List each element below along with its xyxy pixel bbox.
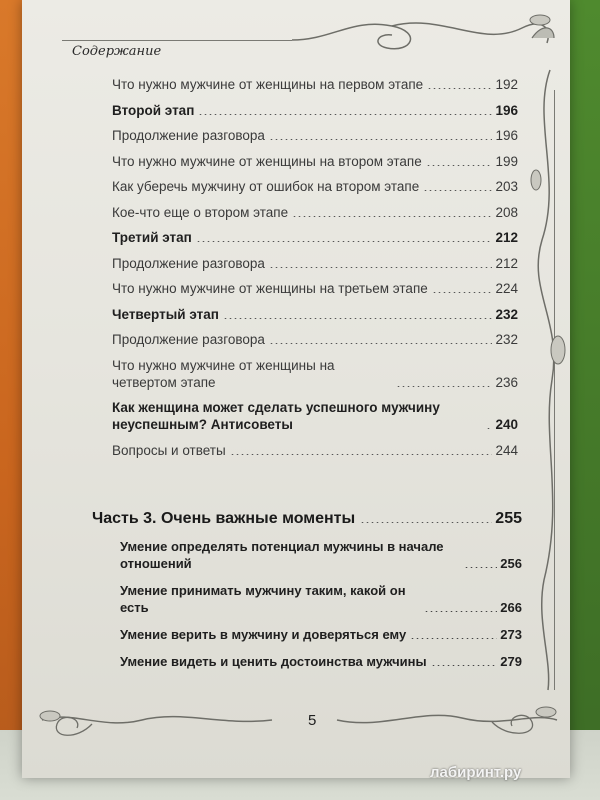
toc-entry-label: Третий этап: [112, 230, 192, 245]
part-page: 255: [495, 510, 522, 527]
toc-entry-page: 208: [495, 204, 518, 220]
toc-entry-label: Продолжение разговора: [112, 332, 265, 347]
leader-dots: [427, 88, 492, 89]
toc-entry-label: Второй этап: [112, 102, 195, 118]
toc-entry-page: 212: [495, 255, 518, 271]
leader-dots: [423, 190, 492, 191]
part-title: Часть 3. Очень важные моменты: [92, 510, 356, 527]
part-item-page: 256: [500, 556, 522, 571]
section-header: Содержание: [72, 44, 162, 59]
part-item-label: Умение видеть и ценить достоинства мужчины: [120, 654, 427, 669]
leader-dots: [198, 114, 492, 115]
leader-dots: [396, 386, 492, 387]
toc-entry: [112, 204, 518, 221]
toc-entry-page: 244: [495, 442, 518, 458]
toc-entry-label: Продолжение разговора: [112, 128, 265, 143]
toc-entry: [112, 102, 518, 119]
toc-entry-label: Кое-что еще о втором этапе: [112, 204, 289, 220]
toc-entry-label: Что нужно мужчине от женщины на четвертом этапе: [112, 357, 335, 390]
leader-dots: [292, 216, 492, 217]
toc-entry-page: 212: [495, 230, 518, 245]
leader-dots: [431, 665, 498, 666]
top-right-ornament-icon: [292, 8, 562, 68]
leader-dots: [426, 165, 493, 166]
toc-entry-label: Что нужно мужчине от женщины на третьем этапе: [112, 281, 428, 296]
toc-entry-page: 236: [495, 374, 518, 390]
toc-entry-label: Продолжение разговора: [112, 255, 265, 271]
part-item-page: 279: [500, 654, 522, 669]
toc-list: [112, 76, 518, 467]
toc-entry: [112, 127, 518, 144]
toc-entry-page: 240: [495, 417, 518, 432]
toc-entry: [112, 306, 518, 323]
watermark-logo: лабиринт.ру: [430, 764, 522, 781]
leader-dots: [486, 428, 492, 429]
right-side-ornament-icon: [522, 60, 570, 700]
toc-entry: [112, 399, 518, 433]
part-item: [120, 626, 522, 643]
toc-entry: [112, 357, 518, 391]
leader-dots: [464, 567, 497, 568]
toc-entry: [112, 178, 518, 195]
toc-entry: [112, 153, 518, 170]
leader-dots: [269, 267, 493, 268]
toc-entry: [112, 76, 518, 93]
leader-dots: [269, 343, 493, 344]
toc-entry-page: 232: [495, 306, 518, 322]
part-item-page: 273: [500, 627, 522, 642]
leader-dots: [223, 318, 493, 319]
part-item: [120, 653, 522, 670]
leader-dots: [269, 139, 493, 140]
toc-entry-label: Что нужно мужчине от женщины на первом этапе: [112, 77, 424, 92]
leader-dots: [230, 454, 493, 455]
part-item: [120, 582, 522, 616]
toc-entry-label: Как женщина может сделать успешного мужчину неуспешным? Антисоветы: [112, 400, 440, 432]
toc-entry: [112, 229, 518, 246]
toc-entry-label: Четвертый этап: [112, 306, 219, 322]
part-item-label: Умение принимать мужчину таким, какой он есть: [120, 583, 406, 615]
part-heading: [92, 510, 522, 528]
toc-entry-page: 199: [495, 153, 518, 169]
page-number: 5: [308, 712, 317, 729]
toc-entry: [112, 280, 518, 297]
toc-entry: [112, 255, 518, 272]
part-item-page: 266: [500, 600, 522, 615]
toc-entry-page: 224: [495, 281, 518, 296]
leader-dots: [196, 241, 493, 242]
toc-entry-page: 192: [495, 77, 518, 92]
bottom-left-ornament-icon: [32, 690, 282, 750]
leader-dots: [360, 522, 492, 523]
leader-dots: [410, 638, 497, 639]
part-item: [120, 538, 522, 572]
toc-entry-page: 196: [495, 102, 518, 118]
toc-entry: [112, 442, 518, 459]
toc-entry-label: Вопросы и ответы: [112, 442, 226, 458]
frame-top-line: [62, 40, 292, 41]
leader-dots: [432, 292, 493, 293]
toc-entry-page: 203: [495, 179, 518, 194]
leader-dots: [424, 611, 497, 612]
toc-entry-label: Как уберечь мужчину от ошибок на втором этапе: [112, 179, 420, 194]
toc-entry-page: 232: [495, 332, 518, 347]
part-item-label: Умение верить в мужчину и доверяться ему: [120, 627, 407, 642]
toc-entry-page: 196: [495, 128, 518, 143]
bottom-right-ornament-icon: [332, 690, 562, 750]
part-item-label: Умение определять потенциал мужчины в начале отношений: [120, 539, 444, 571]
toc-entry: [112, 331, 518, 348]
part-3-block: [92, 510, 522, 680]
book-page: [22, 0, 570, 778]
toc-entry-label: Что нужно мужчине от женщины на втором этапе: [112, 153, 422, 169]
